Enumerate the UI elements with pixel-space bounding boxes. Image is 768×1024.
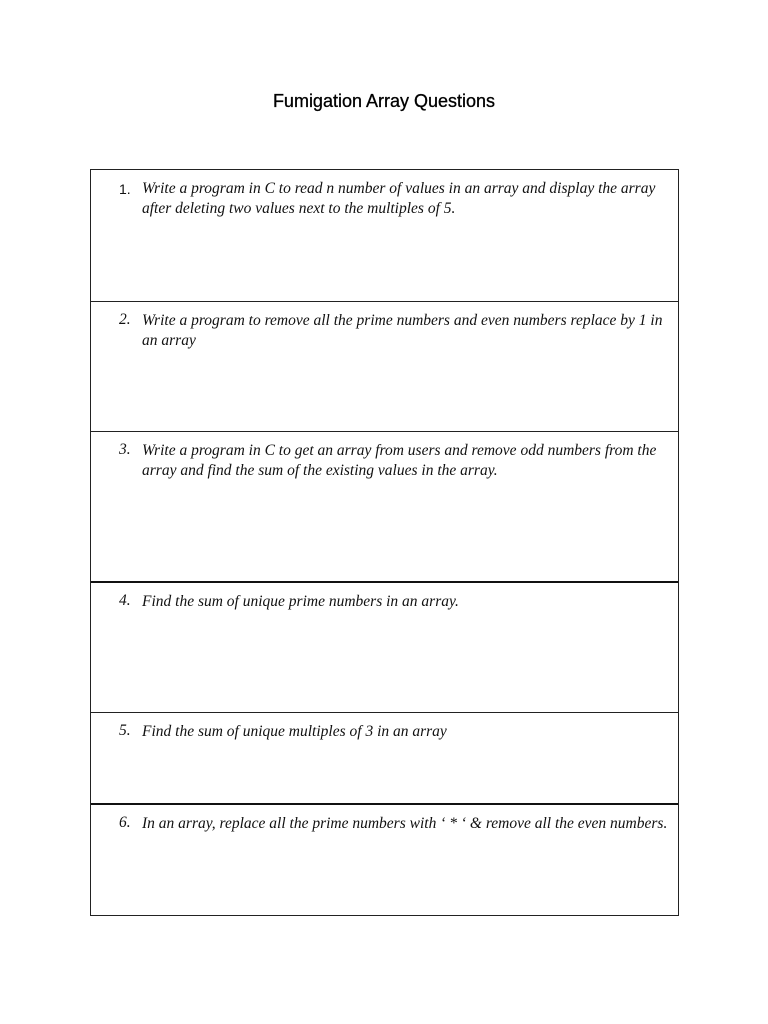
question-row-4 — [91, 581, 678, 712]
question-text: Write a program in C to read n number of values in an array and display the array after deleting two values next to the multiples of 5. — [142, 180, 656, 217]
question-row-3 — [91, 431, 678, 581]
question-text: In an array, replace all the prime numbers with ‘ * ‘ & remove all the even numbers. — [142, 815, 668, 832]
questions-table — [90, 169, 679, 916]
question-number: 5. — [119, 722, 131, 739]
question-row-1 — [91, 170, 678, 301]
question-number: 6. — [119, 814, 131, 831]
question-row-6 — [91, 803, 678, 915]
question-text: Find the sum of unique multiples of 3 in an array — [142, 723, 447, 740]
question-text: Write a program in C to get an array from users and remove odd numbers from the array and find the sum of the existing values in the array. — [142, 442, 657, 479]
question-text: Write a program to remove all the prime numbers and even numbers replace by 1 in an array — [142, 312, 663, 349]
question-number: 1. — [119, 181, 131, 197]
question-text: Find the sum of unique prime numbers in an array. — [142, 593, 459, 610]
page-title: Fumigation Array Questions — [272, 91, 496, 111]
question-number: 2. — [119, 311, 131, 328]
question-row-2 — [91, 301, 678, 431]
question-number: 3. — [119, 441, 131, 458]
question-number: 4. — [119, 592, 131, 609]
question-row-5 — [91, 712, 678, 803]
